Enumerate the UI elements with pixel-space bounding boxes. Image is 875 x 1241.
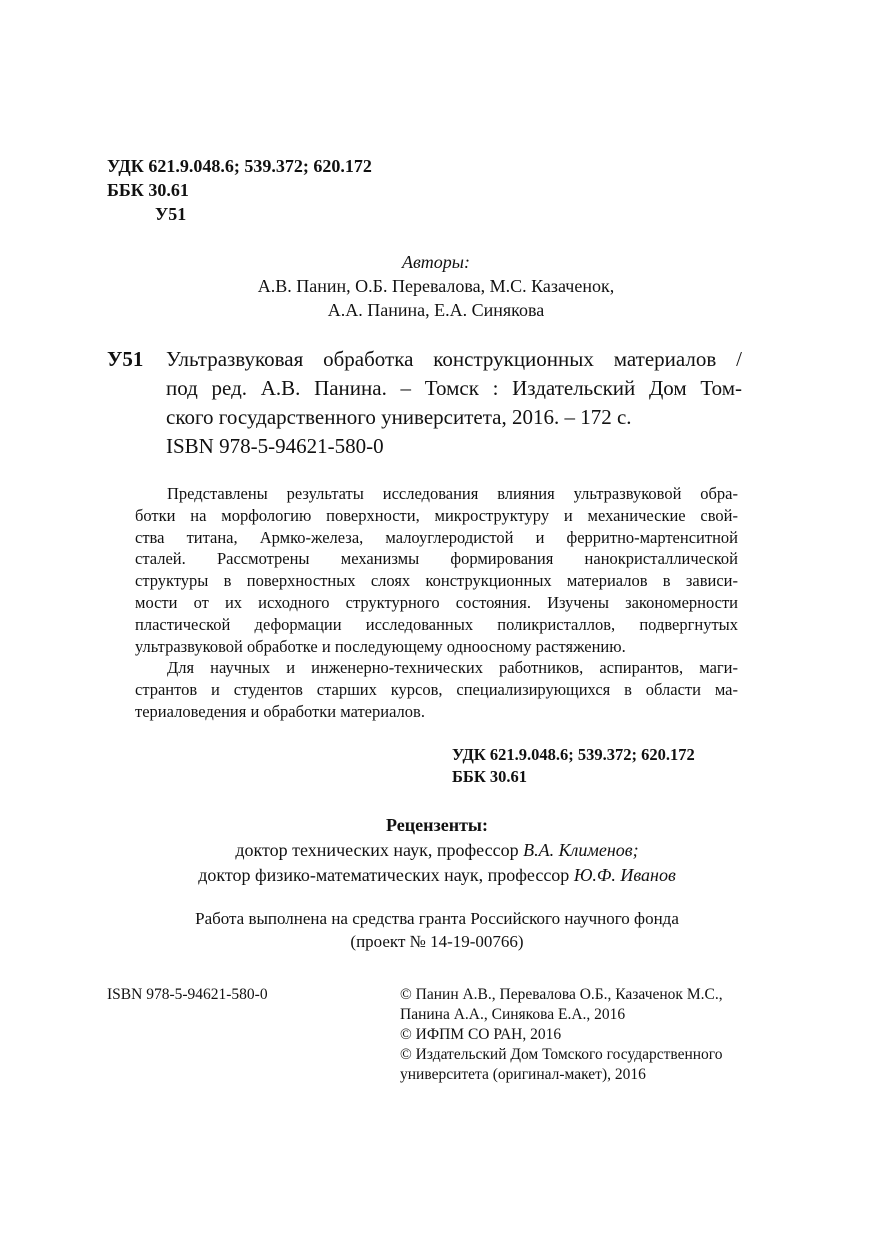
abstract-line: сталей. Рассмотрены механизмы формирования нанокристаллической — [135, 549, 738, 569]
reviewer-name: В.А. Клименов; — [523, 840, 639, 860]
copyright-line: © Панин А.В., Перевалова О.Б., Казаченок М.С., — [400, 986, 723, 1003]
bbk-code: ББК 30.61 — [452, 767, 528, 786]
abstract-line: ботки на морфологию поверхности, микроструктуру и механические свой- — [135, 505, 738, 525]
abstract — [135, 483, 738, 723]
abstract-line: странтов и студентов старших курсов, специализирующихся в области ма- — [135, 680, 738, 700]
authors-block — [120, 250, 752, 322]
abstract-line: ства титана, Армко-железа, малоуглеродистой и ферритно-мартенситной — [135, 527, 738, 547]
reviewer-line — [107, 838, 767, 863]
footer-isbn: ISBN 978-5-94621-580-0 — [107, 986, 268, 1003]
reviewers-title: Рецензенты: — [386, 815, 488, 835]
reviewer-credentials: доктор технических наук, профессор — [235, 840, 524, 860]
udk-code: УДК 621.9.048.6; 539.372; 620.172 — [452, 745, 695, 764]
copyright-line: Панина А.А., Синякова Е.А., 2016 — [400, 1006, 626, 1023]
abstract-line: мости от их исходного структурного состояния. Изучены закономерности — [135, 592, 738, 612]
abstract-line: структуры в поверхностных слоях конструкционных материалов в зависи- — [135, 571, 738, 591]
grant-line: Работа выполнена на средства гранта Российского научного фонда — [195, 909, 679, 928]
copyright-line: университета (оригинал-макет), 2016 — [400, 1066, 646, 1083]
abstract-line: пластической деформации исследованных поликристаллов, подвергнутых — [135, 614, 738, 634]
authors-line: А.В. Панин, О.Б. Перевалова, М.С. Казаченок, — [257, 276, 615, 296]
entry-line: Ультразвуковая обработка конструкционных материалов / — [166, 347, 742, 371]
bibliographic-entry — [166, 345, 742, 432]
entry-line: под ред. А.В. Панина. – Томск : Издательский Дом Том- — [166, 376, 742, 400]
grant-line: (проект № 14-19-00766) — [350, 932, 524, 951]
author-mark: У51 — [155, 204, 187, 224]
authors-label: Авторы: — [402, 252, 470, 272]
copyright-line: © ИФПМ СО РАН, 2016 — [400, 1026, 562, 1043]
udk-code: УДК 621.9.048.6; 539.372; 620.172 — [107, 156, 372, 176]
reviewer-credentials: доктор физико-математических наук, профессор — [198, 865, 574, 885]
copyright-line: © Издательский Дом Томского государственного — [400, 1046, 723, 1063]
isbn: ISBN 978-5-94621-580-0 — [166, 434, 384, 458]
authors-line: А.А. Панина, Е.А. Синякова — [327, 300, 545, 320]
entry-author-mark: У51 — [107, 347, 144, 371]
copyright-block — [400, 985, 780, 1085]
abstract-line: Для научных и инженерно-технических работников, аспирантов, маги- — [167, 658, 738, 678]
reviewer-name: Ю.Ф. Иванов — [573, 865, 676, 885]
grant-note — [107, 907, 767, 953]
abstract-line: териаловедения и обработки материалов. — [135, 701, 425, 721]
classification-header — [107, 154, 372, 226]
abstract-line: ультразвуковой обработке и последующему одноосному растяжению. — [135, 636, 626, 656]
bbk-code: ББК 30.61 — [107, 180, 189, 200]
entry-line: ского государственного университета, 2016. – 172 с. — [166, 405, 632, 429]
classification-footer — [452, 744, 695, 788]
reviewers-block — [107, 813, 767, 888]
abstract-line: Представлены результаты исследования влияния ультразвуковой обра- — [167, 484, 738, 503]
reviewer-line — [107, 863, 767, 888]
